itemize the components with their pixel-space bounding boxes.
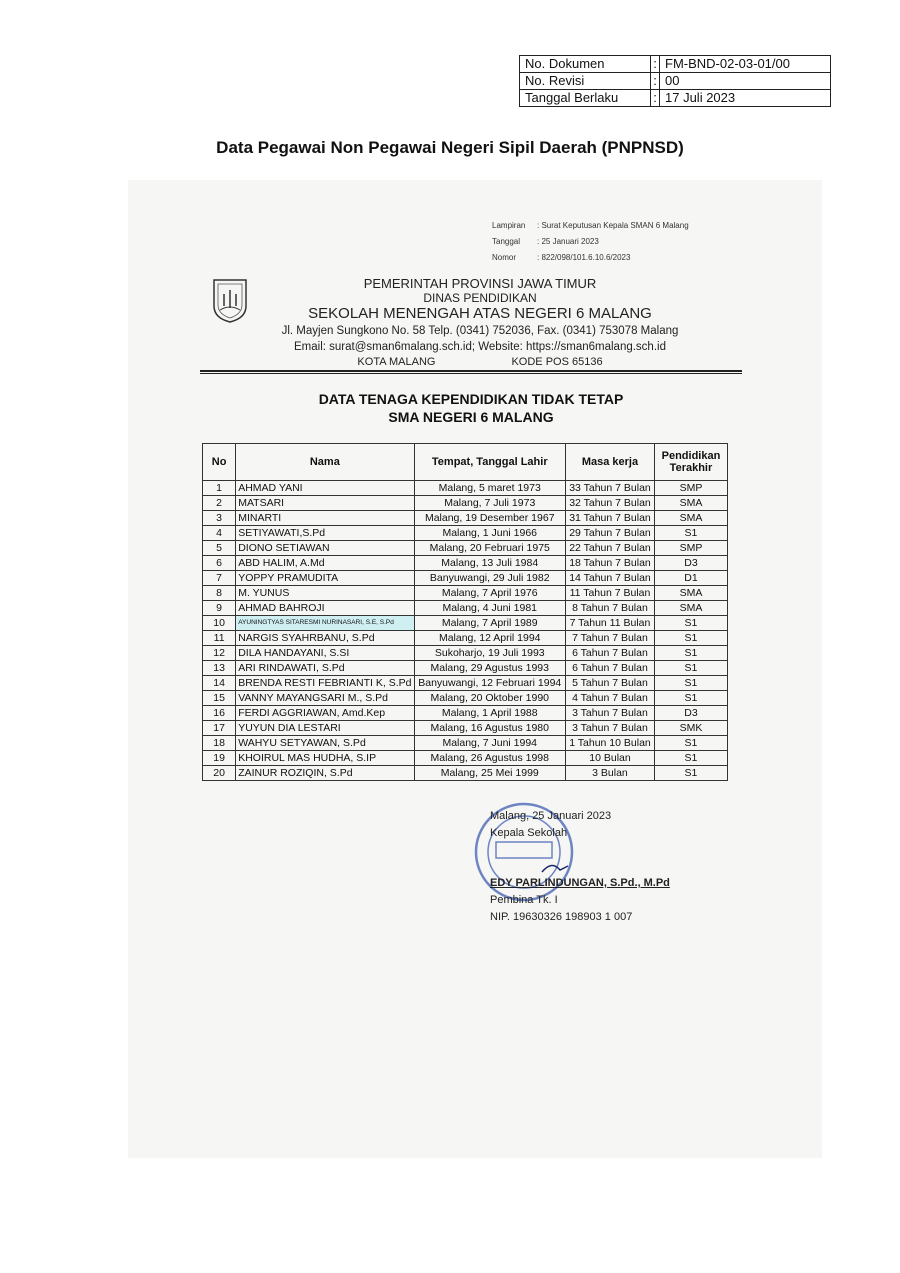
page-title: Data Pegawai Non Pegawai Negeri Sipil Daerah (PNPNSD) xyxy=(216,138,684,157)
attachment-key: Nomor xyxy=(492,253,517,262)
cell-birth: Malang, 4 Juni 1981 xyxy=(414,601,566,616)
cell-no: 15 xyxy=(203,691,236,706)
cell-birth: Malang, 20 Oktober 1990 xyxy=(414,691,566,706)
document-info-box xyxy=(519,55,831,107)
cell-work: 8 Tahun 7 Bulan xyxy=(566,601,655,616)
cell-no: 12 xyxy=(203,646,236,661)
cell-name: ARI RINDAWATI, S.Pd xyxy=(236,661,414,676)
cell-edu: S1 xyxy=(654,616,727,631)
attachment-info xyxy=(492,218,689,266)
doc-info-sep: : xyxy=(651,90,660,107)
cell-birth: Malang, 29 Agustus 1993 xyxy=(414,661,566,676)
cell-name: ZAINUR ROZIQIN, S.Pd xyxy=(236,766,414,781)
table-header-row xyxy=(203,444,728,481)
cell-edu: S1 xyxy=(654,766,727,781)
table-row xyxy=(203,766,728,781)
doc-info-sep: : xyxy=(651,73,660,90)
cell-work: 4 Tahun 7 Bulan xyxy=(566,691,655,706)
table-row xyxy=(203,571,728,586)
table-row xyxy=(203,706,728,721)
table-row xyxy=(203,661,728,676)
doc-info-sep: : xyxy=(651,56,660,73)
table-row xyxy=(203,616,728,631)
cell-birth: Malang, 13 Juli 1984 xyxy=(414,556,566,571)
cell-edu: D3 xyxy=(654,706,727,721)
cell-edu: S1 xyxy=(654,751,727,766)
cell-edu: SMA xyxy=(654,586,727,601)
cell-no: 1 xyxy=(203,481,236,496)
cell-work: 7 Tahun 7 Bulan xyxy=(566,631,655,646)
cell-edu: S1 xyxy=(654,691,727,706)
attachment-row xyxy=(492,218,689,234)
cell-name: VANNY MAYANGSARI M., S.Pd xyxy=(236,691,414,706)
cell-edu: S1 xyxy=(654,631,727,646)
doc-info-row xyxy=(520,73,831,90)
signature-place-date: Malang, 25 Januari 2023 xyxy=(490,810,612,822)
cell-no: 5 xyxy=(203,541,236,556)
cell-name: YOPPY PRAMUDITA xyxy=(236,571,414,586)
attachment-value: : 822/098/101.6.10.6/2023 xyxy=(537,253,631,262)
doc-info-row xyxy=(520,56,831,73)
cell-name: MINARTI xyxy=(236,511,414,526)
table-title-line2: SMA NEGERI 6 MALANG xyxy=(388,409,554,425)
cell-name: M. YUNUS xyxy=(236,586,414,601)
doc-info-key: No. Dokumen xyxy=(520,56,651,73)
attachment-row xyxy=(492,234,689,250)
cell-name: NARGIS SYAHRBANU, S.Pd xyxy=(236,631,414,646)
cell-birth: Banyuwangi, 12 Februari 1994 xyxy=(414,676,566,691)
letterhead-address: Jl. Mayjen Sungkono No. 58 Telp. (0341) 752036, Fax. (0341) 753078 Malang xyxy=(281,325,679,337)
cell-name: WAHYU SETYAWAN, S.Pd xyxy=(236,736,414,751)
cell-birth: Malang, 7 Juli 1973 xyxy=(414,496,566,511)
attachment-key: Tanggal xyxy=(492,237,521,246)
table-row xyxy=(203,736,728,751)
cell-birth: Malang, 1 April 1988 xyxy=(414,706,566,721)
cell-no: 8 xyxy=(203,586,236,601)
table-row xyxy=(203,721,728,736)
cell-birth: Malang, 12 April 1994 xyxy=(414,631,566,646)
header-work: Masa kerja xyxy=(566,444,655,481)
cell-edu: SMP xyxy=(654,481,727,496)
cell-birth: Malang, 7 April 1989 xyxy=(414,616,566,631)
cell-edu: S1 xyxy=(654,661,727,676)
cell-name: ABD HALIM, A.Md xyxy=(236,556,414,571)
cell-edu: SMA xyxy=(654,511,727,526)
doc-info-key: No. Revisi xyxy=(520,73,651,90)
header-birth: Tempat, Tanggal Lahir xyxy=(414,444,566,481)
attachment-row xyxy=(492,250,689,266)
doc-info-value: 00 xyxy=(660,73,831,90)
table-row xyxy=(203,601,728,616)
staff-table xyxy=(202,443,728,781)
cell-no: 14 xyxy=(203,676,236,691)
table-row xyxy=(203,511,728,526)
letterhead-email: Email: surat@sman6malang.sch.id; Website: https://sman6malang.sch.id xyxy=(294,341,666,353)
cell-no: 3 xyxy=(203,511,236,526)
cell-work: 22 Tahun 7 Bulan xyxy=(566,541,655,556)
cell-birth: Malang, 20 Februari 1975 xyxy=(414,541,566,556)
cell-no: 19 xyxy=(203,751,236,766)
letterhead-school: SEKOLAH MENENGAH ATAS NEGERI 6 MALANG xyxy=(308,305,652,322)
cell-work: 11 Tahun 7 Bulan xyxy=(566,586,655,601)
cell-birth: Sukoharjo, 19 Juli 1993 xyxy=(414,646,566,661)
cell-no: 11 xyxy=(203,631,236,646)
cell-no: 6 xyxy=(203,556,236,571)
cell-name: AHMAD YANI xyxy=(236,481,414,496)
cell-birth: Malang, 19 Desember 1967 xyxy=(414,511,566,526)
cell-work: 3 Tahun 7 Bulan xyxy=(566,721,655,736)
cell-no: 13 xyxy=(203,661,236,676)
cell-edu: D1 xyxy=(654,571,727,586)
cell-no: 18 xyxy=(203,736,236,751)
signature-name: EDY PARLINDUNGAN, S.Pd., M.Pd xyxy=(490,877,670,889)
cell-edu: S1 xyxy=(654,646,727,661)
cell-work: 1 Tahun 10 Bulan xyxy=(566,736,655,751)
cell-name: YUYUN DIA LESTARI xyxy=(236,721,414,736)
header-no: No xyxy=(203,444,236,481)
letterhead-divider-thin xyxy=(200,373,742,374)
cell-name: DILA HANDAYANI, S.SI xyxy=(236,646,414,661)
cell-no: 2 xyxy=(203,496,236,511)
cell-work: 18 Tahun 7 Bulan xyxy=(566,556,655,571)
signature-nip: NIP. 19630326 198903 1 007 xyxy=(490,911,633,923)
cell-birth: Malang, 7 April 1976 xyxy=(414,586,566,601)
cell-work: 3 Bulan xyxy=(566,766,655,781)
letterhead-postal: KODE POS 65136 xyxy=(511,356,603,368)
doc-info-value: 17 Juli 2023 xyxy=(660,90,831,107)
cell-birth: Malang, 16 Agustus 1980 xyxy=(414,721,566,736)
doc-info-key: Tanggal Berlaku xyxy=(520,90,651,107)
cell-edu: S1 xyxy=(654,526,727,541)
cell-work: 7 Tahun 11 Bulan xyxy=(566,616,655,631)
cell-no: 9 xyxy=(203,601,236,616)
cell-work: 10 Bulan xyxy=(566,751,655,766)
cell-no: 4 xyxy=(203,526,236,541)
letterhead xyxy=(220,276,740,369)
cell-name: KHOIRUL MAS HUDHA, S.IP xyxy=(236,751,414,766)
cell-edu: SMK xyxy=(654,721,727,736)
cell-no: 10 xyxy=(203,616,236,631)
table-row xyxy=(203,691,728,706)
letterhead-department: DINAS PENDIDIKAN xyxy=(423,291,537,305)
cell-edu: SMA xyxy=(654,601,727,616)
table-row xyxy=(203,586,728,601)
cell-name: MATSARI xyxy=(236,496,414,511)
cell-work: 32 Tahun 7 Bulan xyxy=(566,496,655,511)
cell-no: 7 xyxy=(203,571,236,586)
table-row xyxy=(203,676,728,691)
table-row xyxy=(203,481,728,496)
cell-birth: Malang, 25 Mei 1999 xyxy=(414,766,566,781)
cell-name: BRENDA RESTI FEBRIANTI K, S.Pd xyxy=(236,676,414,691)
cell-name: AHMAD BAHROJI xyxy=(236,601,414,616)
cell-edu: SMP xyxy=(654,541,727,556)
cell-birth: Malang, 1 Juni 1966 xyxy=(414,526,566,541)
table-row xyxy=(203,631,728,646)
table-row xyxy=(203,556,728,571)
letterhead-divider xyxy=(200,370,742,372)
cell-birth: Banyuwangi, 29 Juli 1982 xyxy=(414,571,566,586)
letterhead-city: KOTA MALANG xyxy=(357,356,436,368)
attachment-key: Lampiran xyxy=(492,221,526,230)
cell-birth: Malang, 5 maret 1973 xyxy=(414,481,566,496)
header-education: Pendidikan Terakhir xyxy=(654,444,727,481)
cell-birth: Malang, 7 Juni 1994 xyxy=(414,736,566,751)
table-row xyxy=(203,496,728,511)
table-row xyxy=(203,751,728,766)
table-row xyxy=(203,646,728,661)
cell-work: 5 Tahun 7 Bulan xyxy=(566,676,655,691)
attachment-value: : 25 Januari 2023 xyxy=(537,237,599,246)
cell-work: 6 Tahun 7 Bulan xyxy=(566,646,655,661)
cell-edu: S1 xyxy=(654,676,727,691)
attachment-value: : Surat Keputusan Kepala SMAN 6 Malang xyxy=(537,221,689,230)
cell-no: 20 xyxy=(203,766,236,781)
doc-info-row xyxy=(520,90,831,107)
cell-no: 17 xyxy=(203,721,236,736)
cell-edu: D3 xyxy=(654,556,727,571)
cell-work: 3 Tahun 7 Bulan xyxy=(566,706,655,721)
cell-work: 33 Tahun 7 Bulan xyxy=(566,481,655,496)
cell-work: 14 Tahun 7 Bulan xyxy=(566,571,655,586)
cell-birth: Malang, 26 Agustus 1998 xyxy=(414,751,566,766)
signature-role: Kepala Sekolah xyxy=(490,827,568,839)
doc-info-value: FM-BND-02-03-01/00 xyxy=(660,56,831,73)
cell-name: SETIYAWATI,S.Pd xyxy=(236,526,414,541)
cell-edu: SMA xyxy=(654,496,727,511)
cell-work: 6 Tahun 7 Bulan xyxy=(566,661,655,676)
cell-name: AYUNINGTYAS SITARESMI NURINASARI, S.E, S.Pd xyxy=(236,616,414,631)
table-row xyxy=(203,541,728,556)
table-title xyxy=(200,390,742,426)
table-row xyxy=(203,526,728,541)
letterhead-government: PEMERINTAH PROVINSI JAWA TIMUR xyxy=(363,276,597,291)
cell-edu: S1 xyxy=(654,736,727,751)
cell-work: 29 Tahun 7 Bulan xyxy=(566,526,655,541)
signature-block xyxy=(490,808,670,926)
signature-rank: Pembina Tk. I xyxy=(490,894,558,906)
cell-name: FERDI AGGRIAWAN, Amd.Kep xyxy=(236,706,414,721)
table-title-line1: DATA TENAGA KEPENDIDIKAN TIDAK TETAP xyxy=(318,391,624,407)
cell-name: DIONO SETIAWAN xyxy=(236,541,414,556)
cell-no: 16 xyxy=(203,706,236,721)
cell-work: 31 Tahun 7 Bulan xyxy=(566,511,655,526)
header-name: Nama xyxy=(236,444,414,481)
